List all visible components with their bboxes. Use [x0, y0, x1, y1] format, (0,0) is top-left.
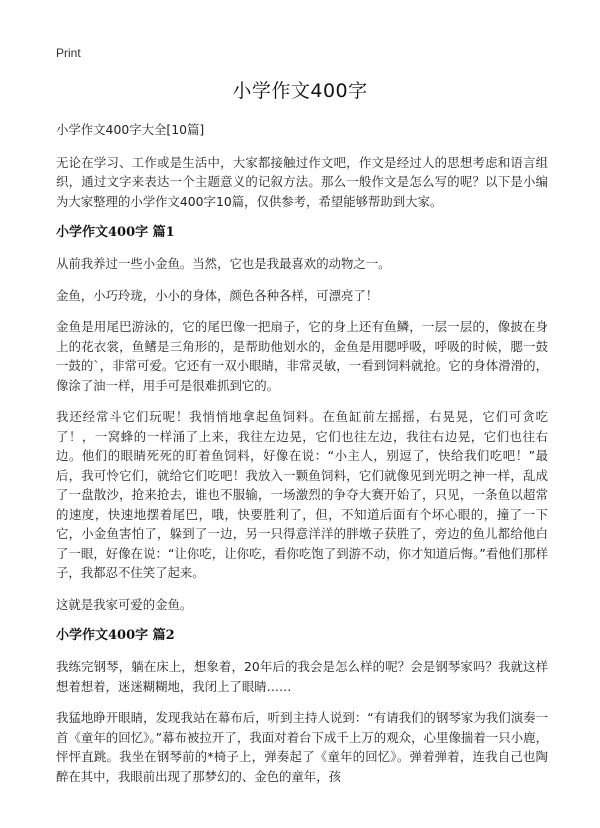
- paragraph: 从前我养过一些小金鱼。当然，它也是我最喜欢的动物之一。: [56, 256, 391, 271]
- paragraph: 我还经常斗它们玩呢！我悄悄地拿起鱼饲料。在鱼缸前左摇摇，右晃晃，它们可贪吃了！，一窝蜂的一样涌了上来，我往左边晃，它们也往左边，我往右边晃，它们也往右边。他们的眼睛死死的盯着鱼饲料，好像在说：“小主人，别逗了，快给我们吃吧！”最后，我可怜它们，就给它们吃吧！我放入一颗鱼饲料，它们就像见到光明之神一样，乱成了一盘散沙，抢来抢去，谁也不服输，一场激烈的争夺大赛开始了，只见，一条鱼以超常的速度，快速地摆着尾巴，哦，快要胜利了，但，不知道后面有个坏心眼的，撞了一下它，小金鱼害怕了，躲到了一边，另一只得意洋洋的胖墩子获胜了，旁边的鱼儿都给他白了一眼，好像在说：“让你吃，让你吃，看你吃饱了到游不动，你才知道后悔。”看他们那样子，我都忍不住笑了起来。: [56, 409, 548, 580]
- article-subtitle: 小学作文400字大全[10篇]: [56, 122, 205, 137]
- paragraph: 我猛地睁开眼睛，发现我站在幕布后，听到主持人说到：“有请我们的钢琴家为我们演奏一首《童年的回忆》。”幕布被拉开了，我面对着台下成千上万的观众，心里像揣着一只小鹿，怦怦直跳。我坐在钢琴前的*椅子上，弹奏起了《童年的回忆》。弹着弹着，连我自己也陶醉在其中，我眼前出现了那梦幻的、金色的童年，孩: [56, 710, 548, 784]
- page-title: 小学作文400字: [232, 80, 368, 102]
- print-link[interactable]: Print: [56, 46, 81, 60]
- section-heading-1: 小学作文400字 篇1: [56, 225, 175, 240]
- intro-paragraph: 无论在学习、工作或是生活中，大家都接触过作文吧，作文是经过人的思想考虑和语言组织，通过文字来表达一个主题意义的记叙方法。那么一般作文是怎么写的呢？以下是小编为大家整理的小学作文400字10篇，仅供参考，希望能够帮助到大家。: [56, 154, 548, 209]
- section-heading-2: 小学作文400字 篇2: [56, 628, 175, 643]
- paragraph: 金鱼是用尾巴游泳的，它的尾巴像一把扇子，它的身上还有鱼鳞，一层一层的，像披在身上的花衣裳，鱼鳍是三角形的，是帮助他划水的，金鱼是用腮呼吸，呼吸的时候，腮一鼓一鼓的`，非常可爱。它还有一双小眼睛，非常灵敏，一看到饲料就抢。它的身体滑滑的，像涂了油一样，用手可是很难抓到它的。: [56, 319, 548, 393]
- paragraph: 这就是我家可爱的金鱼。: [56, 596, 193, 612]
- paragraph: 我练完钢琴，躺在床上，想象着，20年后的我会是怎么样的呢？会是钢琴家吗？我就这样想着想着，迷迷糊糊地，我闭上了眼睛……: [56, 659, 548, 694]
- paragraph: 金鱼，小巧玲珑，小小的身体，颜色各种各样，可漂亮了！: [56, 287, 379, 303]
- article-body: [56, 120, 548, 798]
